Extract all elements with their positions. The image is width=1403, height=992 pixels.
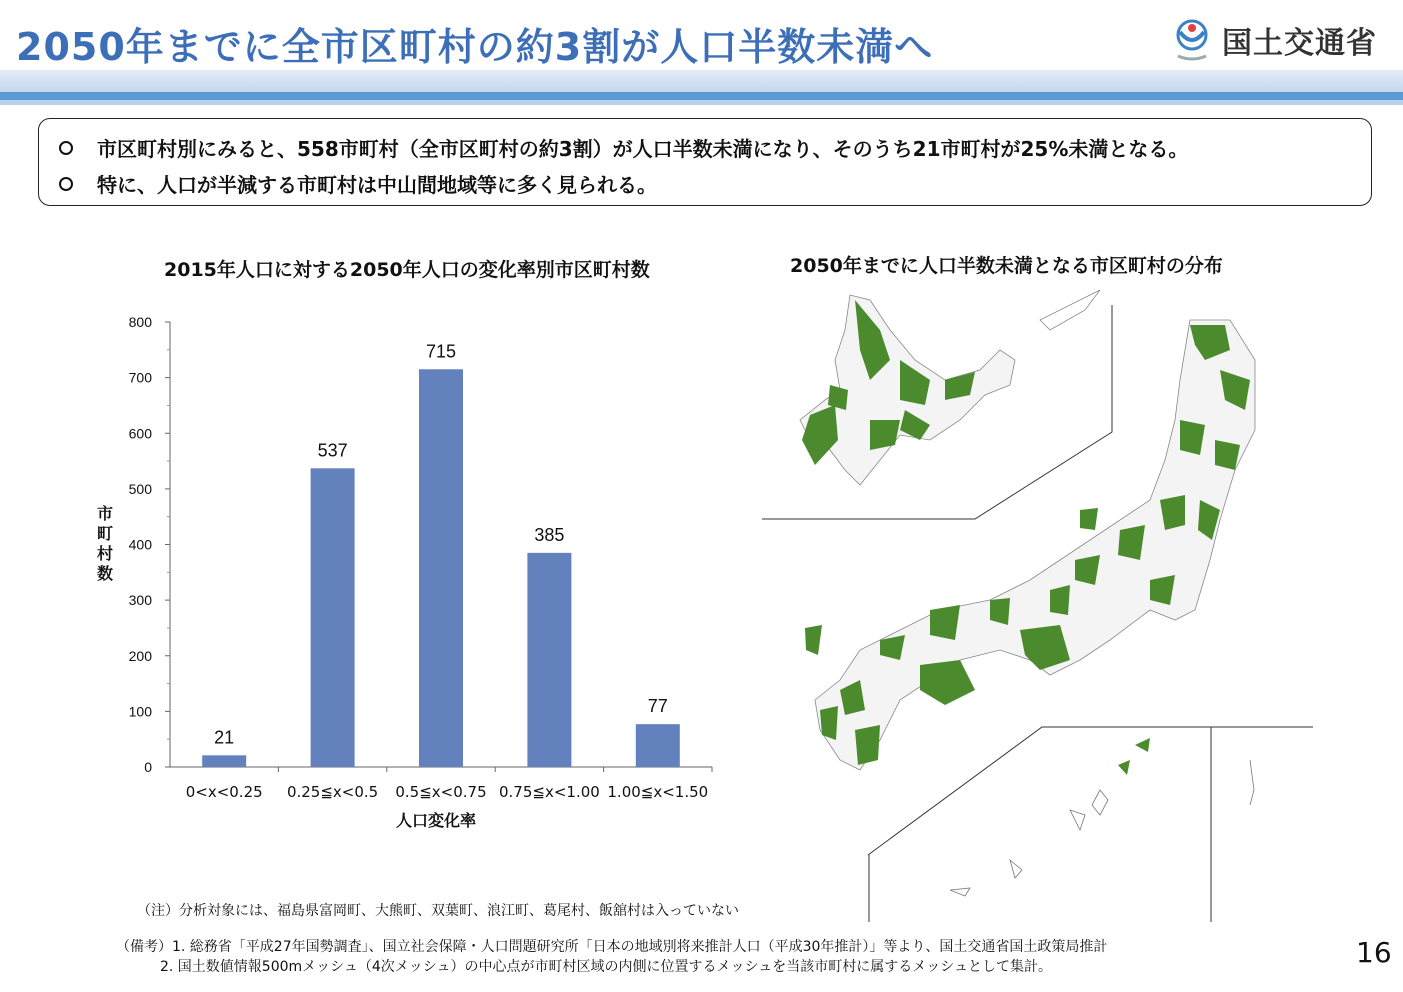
y-tick-label: 300 xyxy=(128,592,152,609)
y-tick-label: 400 xyxy=(128,536,152,553)
x-tick-label: 0.5≦x<0.75 xyxy=(395,783,487,801)
y-tick-label: 800 xyxy=(128,314,152,330)
y-tick-label: 500 xyxy=(128,480,152,497)
summary-text: 特に、人口が半減する市町村は中山間地域等に多く見られる。 xyxy=(97,173,657,197)
mlit-logo-icon xyxy=(1172,18,1212,62)
bar-value-label: 537 xyxy=(317,440,348,461)
x-tick-label: 0<x<0.25 xyxy=(185,783,263,801)
summary-bullet xyxy=(59,133,1188,162)
header-light-rule xyxy=(0,100,1403,105)
chart-y-axis-label: 市町村数 xyxy=(96,504,113,583)
source-note-2: 2. 国土数値情報500mメッシュ（4次メッシュ）の中心点が市町村区域の内側に位置するメッシュを当該市町村に属するメッシュとして集計。 xyxy=(160,959,1052,975)
bar-value-label: 21 xyxy=(214,727,235,748)
title-band xyxy=(0,0,1403,108)
summary-bullet xyxy=(59,169,657,198)
x-tick-label: 0.75≦x<1.00 xyxy=(498,783,600,801)
x-tick-label: 0.25≦x<0.5 xyxy=(286,783,379,801)
summary-text: 市区町村別にみると、558市町村（全市区町村の約3割）が人口半数未満になり、そのうち21市町村が25%未満となる。 xyxy=(97,137,1189,161)
okinawa-inset-border xyxy=(868,727,1313,855)
footnote: （注）分析対象には、福島県富岡町、大熊町、双葉町、浪江町、葛尾村、飯舘村は入っていない xyxy=(137,903,739,919)
summary-box xyxy=(38,118,1372,206)
source-note-1: （備考）1. 総務省「平成27年国勢調査」、国立社会保障・人口問題研究所「日本の地域別将来推計人口（平成30年推計）」等より、国土交通省国土政策局推計 xyxy=(116,939,1108,955)
bar-value-label: 715 xyxy=(425,341,457,362)
circle-bullet-icon xyxy=(59,177,73,191)
japan-distribution-map xyxy=(760,280,1360,960)
bar xyxy=(636,724,680,767)
chart-x-axis-label: 人口変化率 xyxy=(396,811,477,830)
bar xyxy=(311,468,355,767)
circle-bullet-icon xyxy=(59,141,73,155)
page-number: 16 xyxy=(1356,936,1392,969)
header-gradient-band xyxy=(0,70,1403,92)
x-tick-label: 1.00≦x<1.50 xyxy=(607,783,709,801)
chart-title: 2015年人口に対する2050年人口の変化率別市区町村数 xyxy=(164,259,650,281)
y-tick-label: 200 xyxy=(128,647,152,664)
y-tick-label: 700 xyxy=(128,369,152,386)
y-tick-label: 600 xyxy=(128,425,152,442)
bar xyxy=(419,369,463,767)
bar xyxy=(527,553,571,767)
y-tick-label: 0 xyxy=(144,759,152,775)
mlit-logo xyxy=(1172,18,1377,62)
bar xyxy=(202,755,246,767)
page-title: 2050年までに全市区町村の約3割が人口半数未満へ xyxy=(16,25,934,69)
header-blue-rule xyxy=(0,92,1403,100)
hokkaido-region xyxy=(800,290,1100,485)
map-title: 2050年までに人口半数未満となる市区町村の分布 xyxy=(790,255,1223,277)
bar-value-label: 385 xyxy=(534,524,565,545)
y-tick-label: 100 xyxy=(128,703,152,720)
logo-text: 国土交通省 xyxy=(1222,26,1377,61)
bar-value-label: 77 xyxy=(647,696,668,717)
